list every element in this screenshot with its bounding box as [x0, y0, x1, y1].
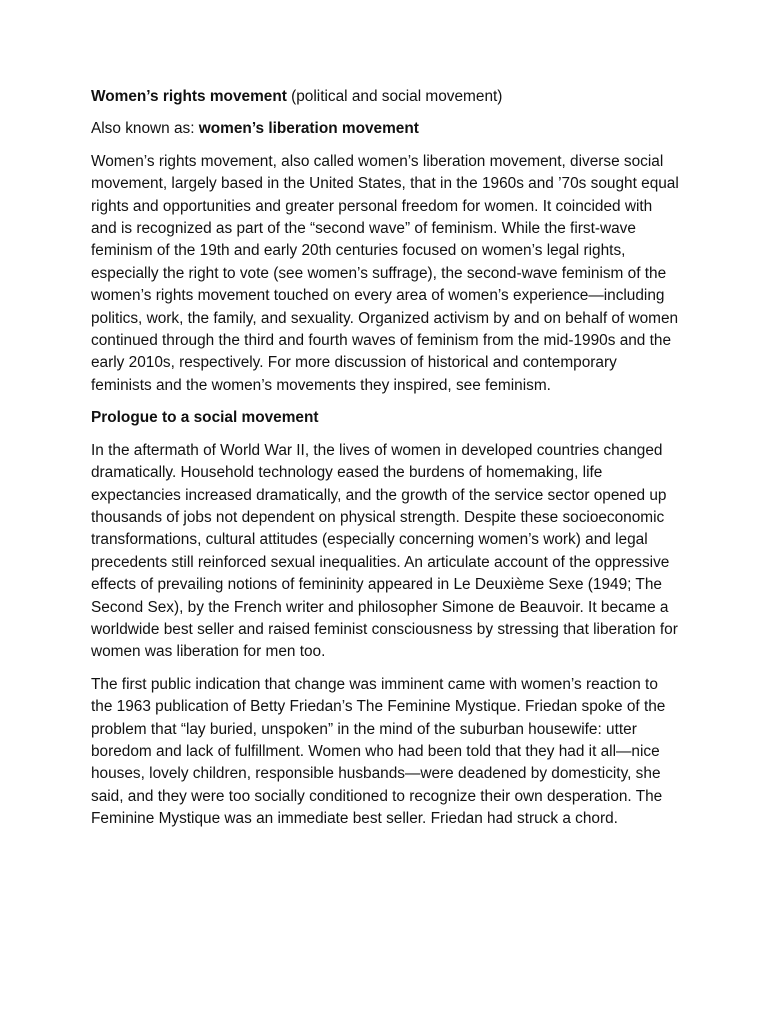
- section-paragraph-2: The first public indication that change was imminent came with women’s reaction to the 1963 publication of Betty Friedan’s The Feminine Mystique. Friedan spoke of the problem that “lay buried, unspoken” in the mind of the suburban housewife: utter boredom and lack of fulfillment. Women who had been told that they had it all—nice houses, lovely children, responsible husbands—were deadened by domesticity, she said, and they were too socially conditioned to recognize their own desperation. The Feminine Mystique was an immediate best seller. Friedan had struck a chord.: [91, 675, 666, 828]
- document-page: [91, 86, 681, 841]
- article-title-descriptor: (political and social movement): [286, 88, 503, 105]
- article-title: Women’s rights movement: [91, 88, 287, 105]
- section-heading: Prologue to a social movement: [91, 409, 319, 427]
- intro-paragraph: Women’s rights movement, also called women’s liberation movement, diverse social movement, largely based in the United States, that in the 1960s and ’70s sought equal rights and opportunities and greater personal freedom for women. It coincided with and is recognized as part of the “second wave” of feminism. While the first-wave feminism of the 19th and early 20th centuries focused on women’s legal rights, especially the right to vote (see women’s suffrage), the second-wave feminism of the women’s rights movement touched on every area of women’s experience—including politics, work, the family, and sexuality. Organized activism by and on behalf of women continued through the third and fourth waves of feminism from the mid-1990s and the early 2010s, respectively. For more discussion of historical and contemporary feminists and the women’s movements they inspired, see feminism.: [91, 152, 679, 394]
- also-known-as-line: [91, 118, 681, 140]
- article-title-line: [91, 86, 681, 108]
- also-known-as-label: Also known as:: [91, 120, 199, 138]
- also-known-as-value: women’s liberation movement: [198, 120, 419, 138]
- section-paragraph-1: In the aftermath of World War II, the lives of women in developed countries changed dramatically. Household technology eased the burdens of homemaking, life expectancies increased dramatically, and the growth of the service sector opened up thousands of jobs not dependent on physical strength. Despite these socioeconomic transformations, cultural attitudes (especially concerning women’s work) and legal precedents still reinforced sexual inequalities. An articulate account of the oppressive effects of prevailing notions of femininity appeared in Le Deuxième Sexe (1949; The Second Sex), by the French writer and philosopher Simone de Beauvoir. It became a worldwide best seller and raised feminist consciousness by stressing that liberation for women was liberation for men too.: [91, 441, 678, 661]
